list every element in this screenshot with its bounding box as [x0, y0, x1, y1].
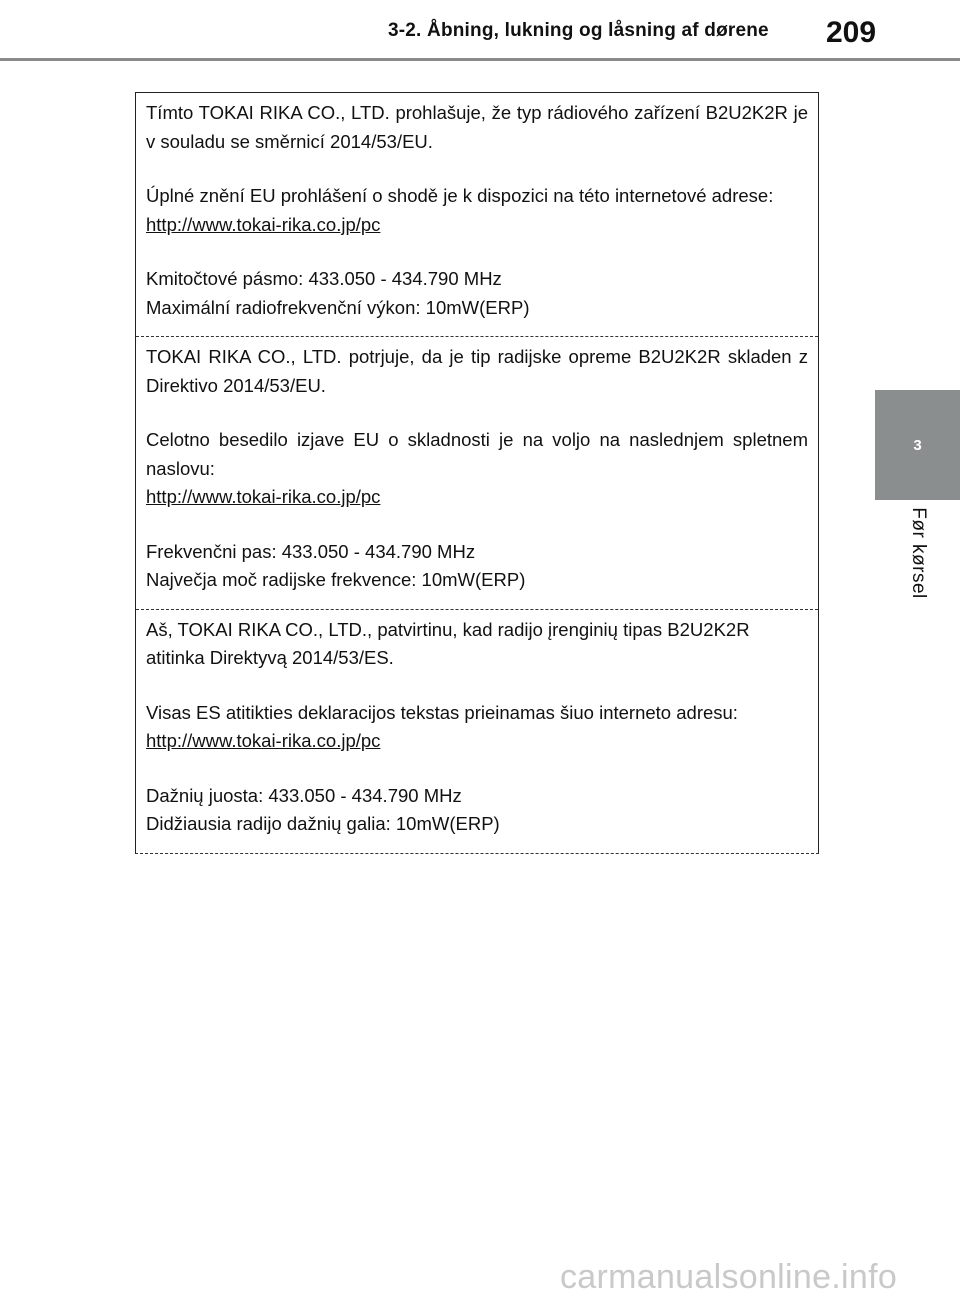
full-text-note: Visas ES atitikties deklaracijos tekstas prieinamas šiuo interneto adresu:: [146, 701, 738, 723]
max-power: Maximální radiofrekvenční výkon: 10mW(ERP): [146, 296, 530, 318]
url-link[interactable]: http://www.tokai-rika.co.jp/pc: [146, 730, 381, 751]
max-power: Največja moč radijske frekvence: 10mW(ERP): [146, 569, 526, 590]
chapter-number: 3: [913, 436, 922, 454]
header-title: 3-2. Åbning, lukning og låsning af dørene: [388, 20, 769, 41]
declaration-box: [135, 92, 819, 854]
section-czech: [136, 93, 818, 336]
header-rule: [0, 58, 960, 61]
full-text-note: Celotno besedilo izjave EU o skladnosti je na voljo na naslednjem spletnem naslovu:: [146, 429, 808, 479]
declaration-text: Tímto TOKAI RIKA CO., LTD. prohlašuje, že typ rádiového zařízení B2U2K2R je v souladu se směrnicí 2014/53/EU.: [146, 102, 808, 152]
chapter-tab: [875, 390, 960, 500]
frequency-band: Frekvenčni pas: 433.050 - 434.790 MHz: [146, 540, 476, 562]
full-text-note: Úplné znění EU prohlášení o shodě je k dispozici na této internetové adrese:: [146, 185, 774, 206]
declaration-text: Aš, TOKAI RIKA CO., LTD., patvirtinu, kad radijo įrenginių tipas B2U2K2R atitinka Direktyvą 2014/53/ES.: [146, 618, 750, 668]
page-number: 209: [826, 16, 877, 49]
max-power: Didžiausia radijo dažnių galia: 10mW(ERP): [146, 813, 500, 834]
url-link[interactable]: http://www.tokai-rika.co.jp/pc: [146, 213, 381, 235]
watermark: carmanualsonline.info: [560, 1258, 898, 1296]
url-link[interactable]: http://www.tokai-rika.co.jp/pc: [146, 486, 381, 507]
section-lithuanian: [136, 609, 818, 853]
declaration-text: TOKAI RIKA CO., LTD. potrjuje, da je tip radijske opreme B2U2K2R skladen z Direktivo 2014/53/EU.: [146, 346, 808, 396]
chapter-label-container: [875, 498, 960, 608]
frequency-band: Dažnių juosta: 433.050 - 434.790 MHz: [146, 784, 462, 806]
frequency-band: Kmitočtové pásmo: 433.050 - 434.790 MHz: [146, 268, 502, 289]
chapter-label: Før kørsel: [907, 507, 929, 599]
section-slovenian: [136, 336, 818, 609]
